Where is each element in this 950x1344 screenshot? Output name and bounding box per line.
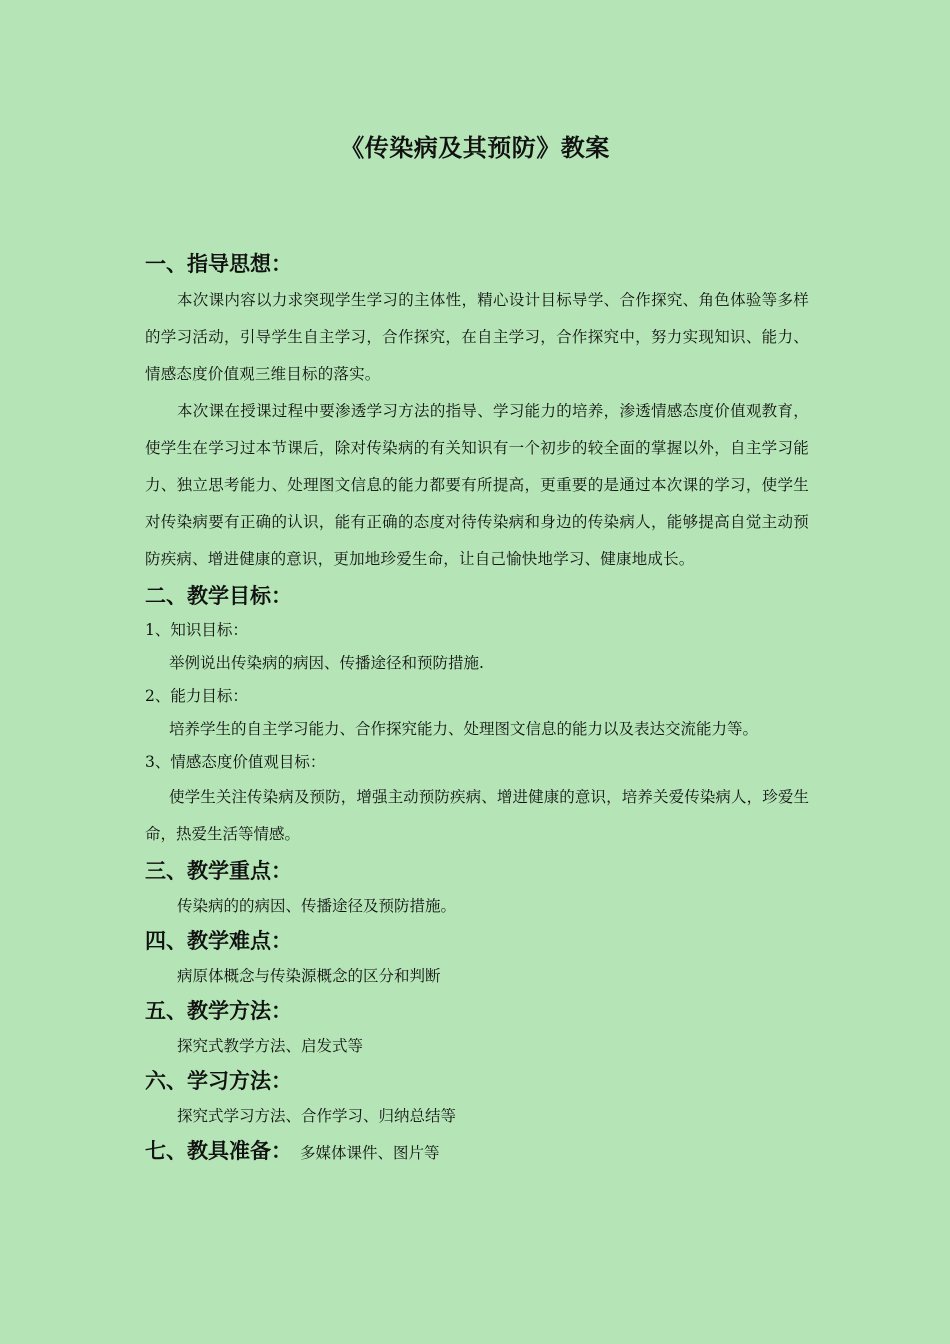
objective-label: 2、能力目标： — [145, 687, 248, 705]
document-body — [145, 246, 809, 1169]
section-heading: 七、教具准备： — [145, 1139, 292, 1163]
section-heading: 五、教学方法： — [145, 999, 292, 1023]
section-heading: 一、指导思想： — [145, 252, 292, 276]
section-teaching-objectives — [145, 578, 809, 853]
objective-text: 举例说出传染病的病因、传播途径和预防措施. — [169, 654, 484, 672]
paragraph: 本次课内容以力求突现学生学习的主体性，精心设计目标导学、合作探究、角色体验等多样的学习活动，引导学生自主学习，合作探究，在自主学习，合作探究中，努力实现知识、能力、情感态度价值观三维目标的落实。 — [145, 291, 809, 383]
document-title: 《传染病及其预防》教案 — [340, 134, 610, 162]
section-text: 多媒体课件、图片等 — [300, 1144, 440, 1162]
section-text: 探究式教学方法、启发式等 — [177, 1037, 364, 1055]
section-heading: 二、教学目标： — [145, 584, 292, 608]
objective-text: 培养学生的自主学习能力、合作探究能力、处理图文信息的能力以及表达交流能力等。 — [169, 720, 759, 738]
section-heading: 六、学习方法： — [145, 1069, 292, 1093]
section-text: 探究式学习方法、合作学习、归纳总结等 — [177, 1107, 457, 1125]
section-guiding-ideology — [145, 246, 809, 578]
section-learning-methods — [145, 1063, 809, 1133]
section-teaching-methods — [145, 993, 809, 1063]
objective-label: 1、知识目标： — [145, 621, 248, 639]
objective-label: 3、情感态度价值观目标： — [145, 753, 326, 771]
section-key-points — [145, 853, 809, 923]
section-heading: 四、教学难点： — [145, 929, 292, 953]
section-teaching-aids — [145, 1133, 809, 1169]
objective-text: 使学生关注传染病及预防，增强主动预防疾病、增进健康的意识，培养关爱传染病人，珍爱生命，热爱生活等情感。 — [145, 788, 809, 843]
section-heading: 三、教学重点： — [145, 859, 292, 883]
section-heading-line — [145, 1133, 809, 1169]
section-text: 病原体概念与传染源概念的区分和判断 — [177, 967, 441, 985]
section-text: 传染病的的病因、传播途径及预防措施。 — [177, 897, 457, 915]
section-difficulties — [145, 923, 809, 993]
paragraph: 本次课在授课过程中要渗透学习方法的指导、学习能力的培养，渗透情感态度价值观教育，使学生在学习过本节课后，除对传染病的有关知识有一个初步的较全面的掌握以外，自主学习能力、独立思考能力、处理图文信息的能力都要有所提高，更重要的是通过本次课的学习，使学生对传染病要有正确的认识，能有正确的态度对待传染病和身边的传染病人，能够提高自觉主动预防疾病、增进健康的意识，更加地珍爱生命，让自己愉快地学习、健康地成长。 — [145, 402, 809, 568]
